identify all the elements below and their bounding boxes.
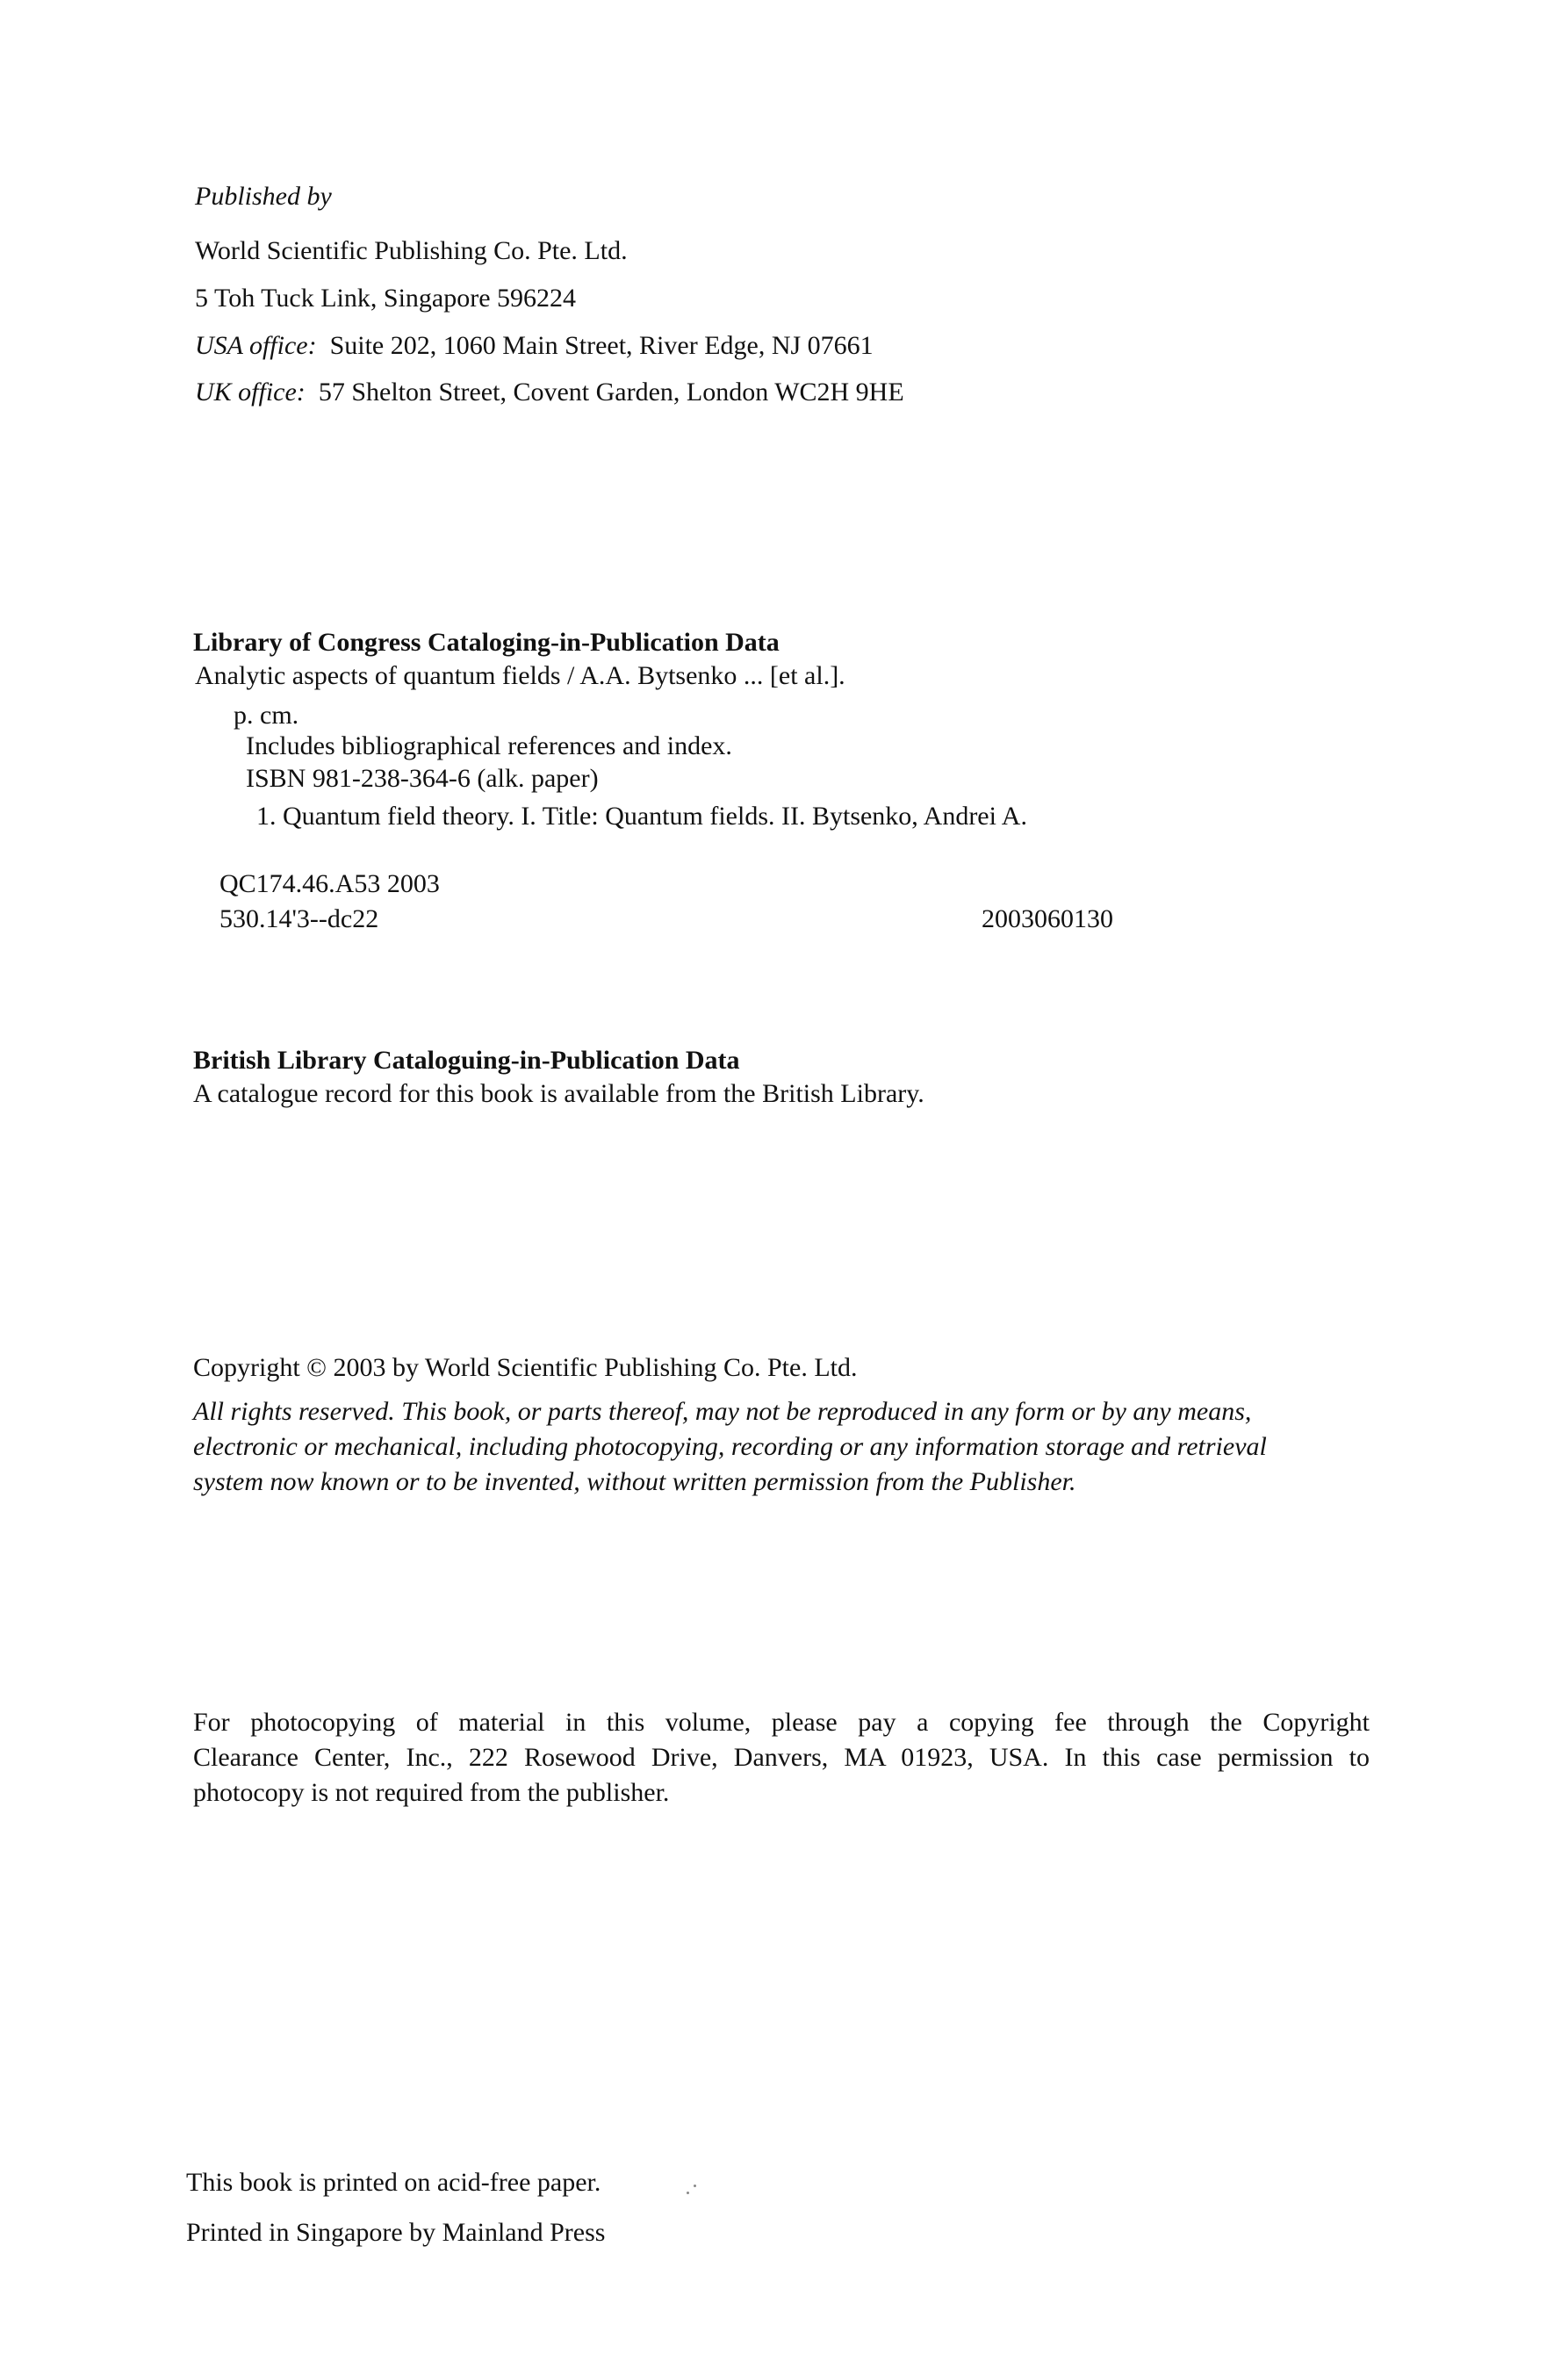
rights-notice-line: system now known or to be invented, without written permission from the Publisher. (193, 1467, 1076, 1496)
usa-office-address: Suite 202, 1060 Main Street, River Edge, NJ 07661 (329, 331, 874, 360)
british-library-heading: British Library Cataloguing-in-Publication Data (193, 1046, 740, 1075)
loc-pcm: p. cm. (234, 701, 299, 730)
loc-cip-heading: Library of Congress Cataloging-in-Publication Data (193, 628, 780, 657)
scan-speck (694, 2185, 696, 2187)
usa-office-line (195, 330, 874, 362)
loc-subjects: 1. Quantum field theory. I. Title: Quantum fields. II. Bytsenko, Andrei A. (256, 802, 1027, 831)
uk-office-address: 57 Shelton Street, Covent Garden, London WC2H 9HE (318, 378, 904, 407)
acid-free-paper-note: This book is printed on acid-free paper. (186, 2168, 601, 2197)
uk-office-line (195, 377, 904, 408)
loc-includes: Includes bibliographical references and index. (246, 731, 732, 760)
loc-title-line: Analytic aspects of quantum fields / A.A. Bytsenko ... [et al.]. (195, 661, 845, 690)
photocopy-notice-line: Clearance Center, Inc., 222 Rosewood Drive, Danvers, MA 01923, USA. In this case permission to (193, 1743, 1370, 1772)
loc-control-number: 2003060130 (982, 904, 1113, 933)
rights-notice-line: All rights reserved. This book, or parts thereof, may not be reproduced in any form or by any means, (193, 1397, 1252, 1426)
rights-notice-line: electronic or mechanical, including photocopying, recording or any information storage and retrieval (193, 1432, 1267, 1461)
scan-speck (687, 2192, 689, 2194)
loc-call-number: QC174.46.A53 2003 (219, 869, 440, 898)
loc-isbn: ISBN 981-238-364-6 (alk. paper) (246, 764, 599, 793)
publisher-address: 5 Toh Tuck Link, Singapore 596224 (195, 284, 577, 313)
printer-note: Printed in Singapore by Mainland Press (186, 2218, 606, 2247)
photocopy-notice-line: photocopy is not required from the publisher. (193, 1778, 670, 1807)
loc-dewey-number: 530.14'3--dc22 (219, 904, 379, 933)
usa-office-label: USA office: (195, 331, 317, 360)
publisher-name: World Scientific Publishing Co. Pte. Ltd. (195, 236, 628, 265)
british-library-record: A catalogue record for this book is available from the British Library. (193, 1079, 924, 1108)
uk-office-label: UK office: (195, 378, 306, 407)
photocopy-notice-line: For photocopying of material in this volume, please pay a copying fee through the Copyright (193, 1708, 1370, 1737)
copyright-line: Copyright © 2003 by World Scientific Publishing Co. Pte. Ltd. (193, 1353, 858, 1382)
published-by-label: Published by (195, 182, 332, 211)
